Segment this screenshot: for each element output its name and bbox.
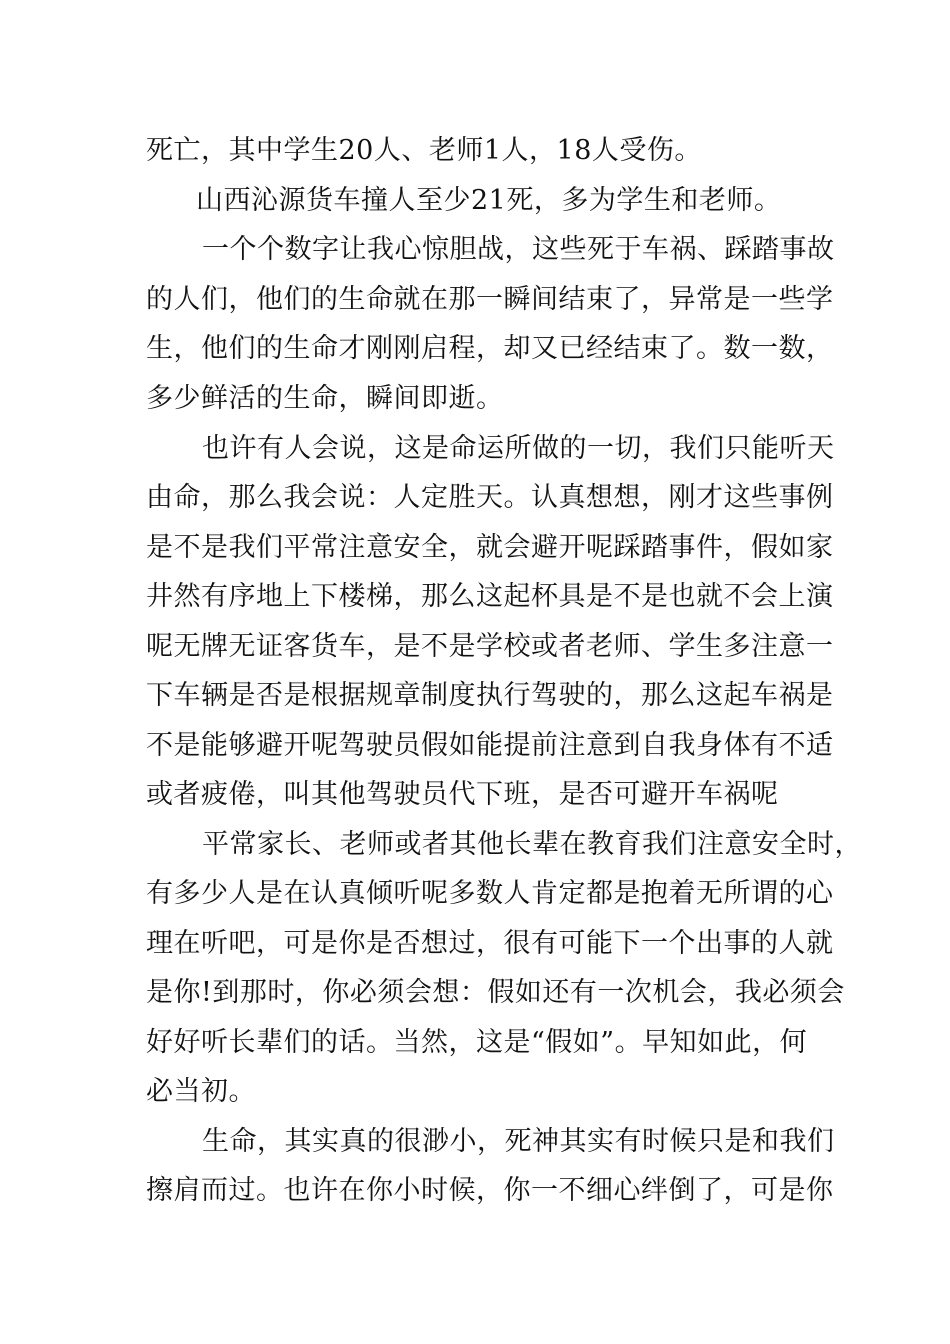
text-line-11: 呢无牌无证客货车，是不是学校或者老师、学生多注意一 [146,631,834,662]
text-line-22: 擦肩而过。也许在你小时候，你一不细心绊倒了，可是你 [146,1175,834,1206]
text-line-8: 由命，那么我会说：人定胜天。认真想想，刚才这些事例 [146,482,834,513]
text-line-9: 是不是我们平常注意安全，就会避开呢踩踏事件，假如家 [146,532,834,563]
text-line-17: 理在听吧，可是你是否想过，很有可能下一个出事的人就 [146,928,834,959]
text-line-2: 山西沁源货车撞人至少21死，多为学生和老师。 [196,185,782,216]
text-line-6: 多少鲜活的生命，瞬间即逝。 [146,383,504,414]
text-line-12: 下车辆是否是根据规章制度执行驾驶的，那么这起车祸是 [146,680,834,711]
text-line-7: 也许有人会说，这是命运所做的一切，我们只能听天 [202,433,835,464]
text-line-21: 生命，其实真的很渺小，死神其实有时候只是和我们 [202,1126,835,1157]
text-line-3: 一个个数字让我心惊胆战，这些死于车祸、踩踏事故 [202,234,835,265]
text-line-18: 是你!到那时，你必须会想：假如还有一次机会，我必须会 [146,977,845,1008]
text-line-19: 好好听长辈们的话。当然，这是“假如”。早知如此，何 [146,1027,808,1058]
text-line-20: 必当初。 [146,1076,256,1107]
text-line-1: 死亡，其中学生20人、老师1人，18人受伤。 [146,135,702,166]
text-line-14: 或者疲倦，叫其他驾驶员代下班，是否可避开车祸呢 [146,779,779,810]
text-line-10: 井然有序地上下楼梯，那么这起杯具是不是也就不会上演 [146,581,834,612]
text-line-13: 不是能够避开呢驾驶员假如能提前注意到自我身体有不适 [146,730,834,761]
text-line-5: 生，他们的生命才刚刚启程，却又已经结束了。数一数， [146,333,834,364]
text-line-15: 平常家长、老师或者其他长辈在教育我们注意安全时， [202,829,862,860]
text-line-16: 有多少人是在认真倾听呢多数人肯定都是抱着无所谓的心 [146,878,834,909]
text-line-4: 的人们，他们的生命就在那一瞬间结束了，异常是一些学 [146,284,834,315]
